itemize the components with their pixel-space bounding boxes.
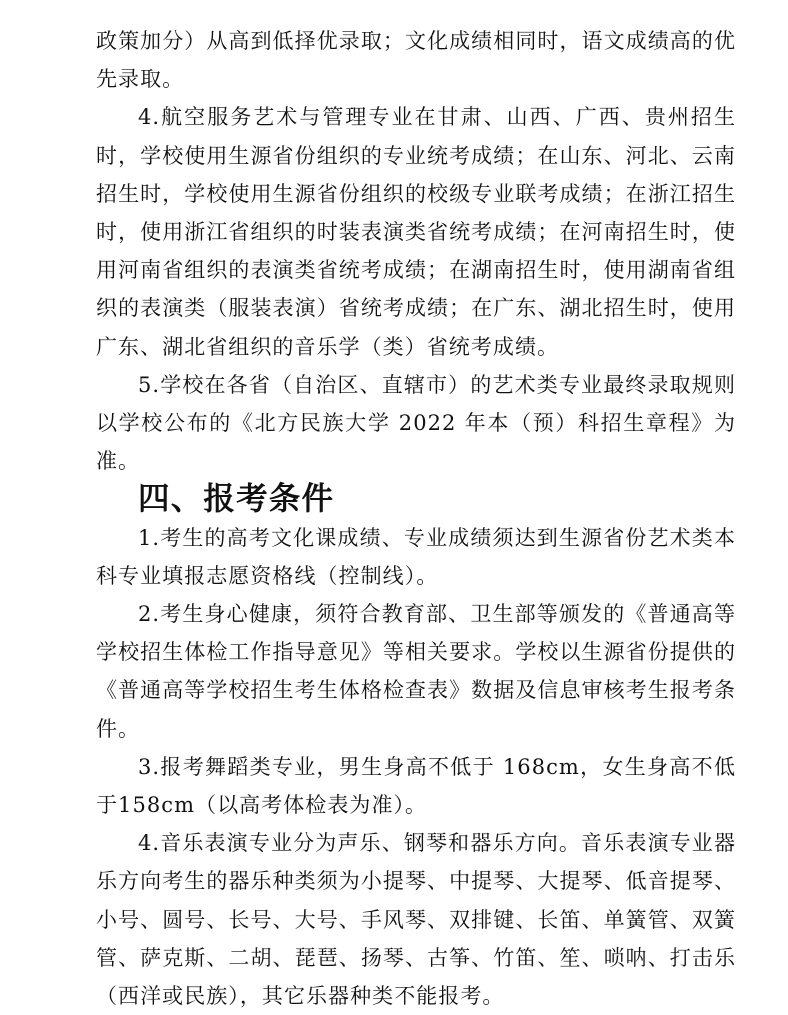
condition-item-2: 2.考生身心健康，须符合教育部、卫生部等颁发的《普通高等学校招生体检工作指导意见》等相关要求。学校以生源省份提供的《普通高等学校招生考生体格检查表》数据及信息审核考生报考条件。 <box>96 602 736 741</box>
document-body <box>96 22 736 1015</box>
paragraph-final-admission-rule: 5.学校在各省（自治区、直辖市）的艺术类专业最终录取规则以学校公布的《北方民族大学 2022 年本（预）科招生章程》为准。 <box>96 372 736 474</box>
section-heading: 四、报考条件 <box>138 481 335 518</box>
condition-item-4: 4.音乐表演专业分为声乐、钢琴和器乐方向。音乐表演专业器乐方向考生的器乐种类须为小提琴、中提琴、大提琴、低音提琴、小号、圆号、长号、大号、手风琴、双排键、长笛、单簧管、双簧管、萨克斯、二胡、琵琶、扬琴、古筝、竹笛、笙、唢呐、打击乐（西洋或民族），其它乐器种类不能报考。 <box>96 831 736 1009</box>
paragraph-aviation-service-rule: 4.航空服务艺术与管理专业在甘肃、山西、广西、贵州招生时，学校使用生源省份组织的专业统考成绩；在山东、河北、云南招生时，学校使用生源省份组织的校级专业联考成绩；在浙江招生时，使用浙江省组织的时装表演类省统考成绩；在河南招生时，使用河南省组织的表演类省统考成绩；在湖南招生时，使用湖南省组织的表演类（服装表演）省统考成绩；在广东、湖北招生时，使用广东、湖北省组织的音乐学（类）省统考成绩。 <box>96 105 736 359</box>
paragraph-continuation: 政策加分）从高到低择优录取；文化成绩相同时，语文成绩高的优先录取。 <box>96 29 736 92</box>
condition-item-3: 3.报考舞蹈类专业，男生身高不低于 168cm，女生身高不低于158cm（以高考体检表为准）。 <box>96 754 736 818</box>
condition-item-1: 1.考生的高考文化课成绩、专业成绩须达到生源省份艺术类本科专业填报志愿资格线（控制线）。 <box>96 525 736 588</box>
